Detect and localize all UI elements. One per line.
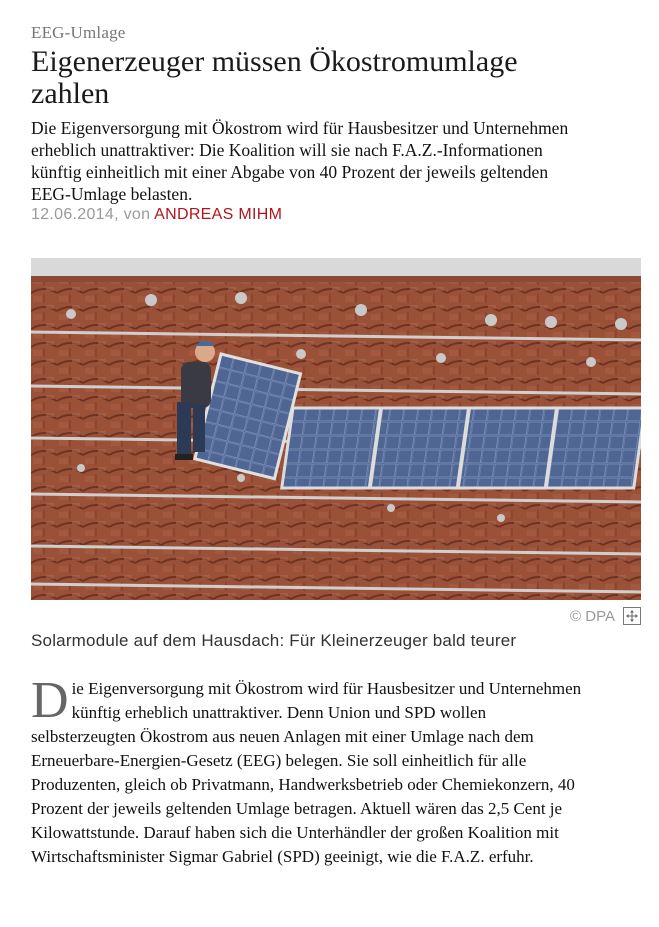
article-teaser: Die Eigenversorgung mit Ökostrom wird für Hausbesitzer und Unternehmen erheblich unattraktiver: Die Koalition will sie nach F.A.Z.-Informationen künftig einheitlich mit einer Abgabe von 40 Prozent der jeweils geltenden EEG-Umlage belasten. <box>31 118 569 204</box>
expand-icon[interactable] <box>623 607 641 625</box>
expand-arrows-icon <box>624 608 640 624</box>
article-date: 12.06.2014, von <box>31 206 151 223</box>
image-caption: Solarmodule auf dem Hausdach: Für Kleinerzeuger bald teurer <box>31 631 517 650</box>
byline <box>31 206 282 224</box>
author-link[interactable]: ANDREAS MIHM <box>154 206 283 223</box>
article-body <box>31 672 591 869</box>
article-body-text: ie Eigenversorgung mit Ökostrom wird für Hausbesitzer und Unternehmen künftig erheblich unattraktiver. Denn Union und SPD wollen selbsterzeugten Ökostrom aus neuen Anlagen mit einer Umlage nach dem Erneuerbare-Energien-Gesetz (EEG) belegen. Sie soll einheitlich für alle Produzenten, gleich ob Privatmann, Handwerksbetrieb oder Chemiekonzern, 40 Prozent der jeweils geltenden Umlage betragen. Aktuell wären das 2,5 Cent je Kilowattstunde. Darauf haben sich die Unterhändler der großen Koalition mit Wirtschaftsminister Sigmar Gabriel (SPD) geeinigt, wie die F.A.Z. erfuhr. <box>31 679 582 866</box>
image-credit: © DPA <box>570 607 615 625</box>
article-headline[interactable]: Eigenerzeuger müssen Ökostromumlage zahlen <box>31 45 518 110</box>
roof-solar-photo <box>31 258 641 600</box>
dropcap: D <box>31 672 69 729</box>
article-kicker[interactable]: EEG-Umlage <box>31 23 126 42</box>
image-credit-row <box>570 607 641 625</box>
article-photo[interactable] <box>31 258 641 600</box>
